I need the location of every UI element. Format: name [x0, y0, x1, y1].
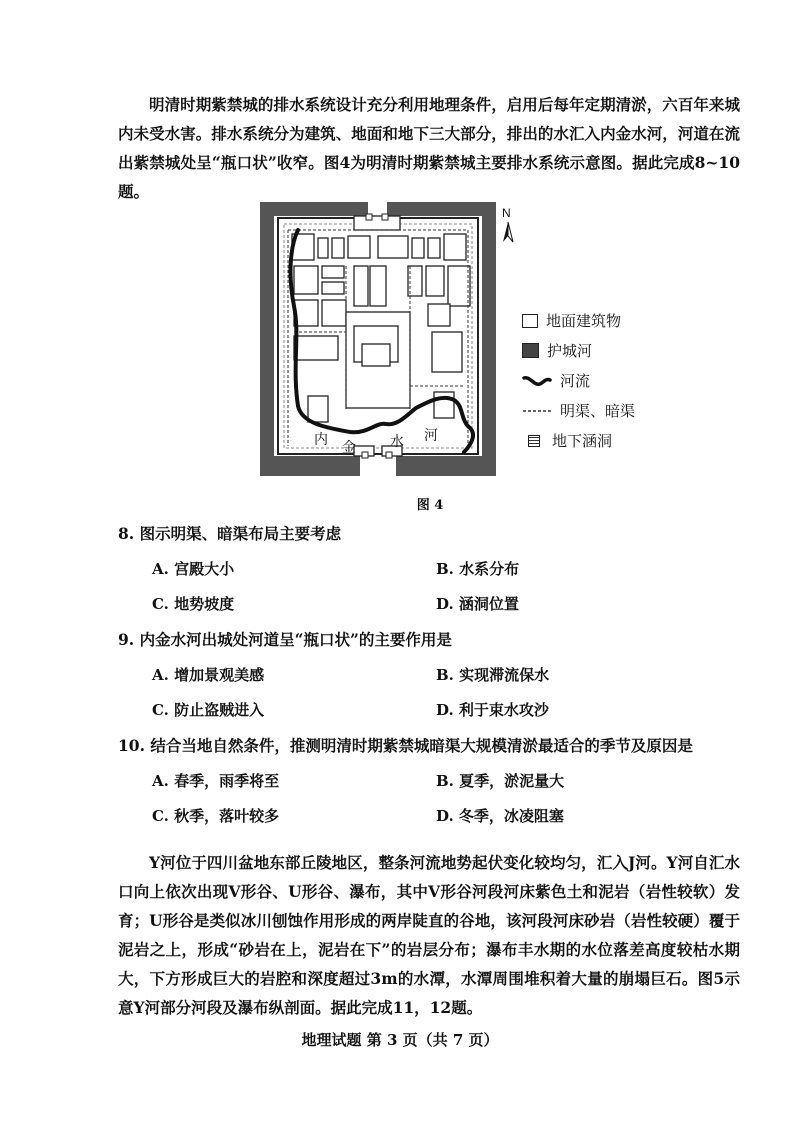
question-10: 10. 结合当地自然条件，推测明清时期紫禁城暗渠大规模清淤最适合的季节及原因是	[118, 736, 693, 755]
dark-box-icon	[522, 343, 539, 358]
legend-moat: 护城河	[522, 340, 592, 361]
river-label-char: 河	[424, 427, 438, 443]
option-8c: C. 地势坡度	[152, 595, 235, 613]
culvert-icon	[528, 435, 540, 447]
option-8a: A. 宫殿大小	[152, 560, 235, 578]
river-label-char: 内	[314, 431, 328, 447]
option-10a: A. 春季，雨季将至	[152, 772, 280, 790]
intro-paragraph: 明清时期紫禁城的排水系统设计充分利用地理条件，启用后每年定期清淤，六百年来城内未受水害。排水系统分为建筑、地面和地下三大部分，排出的水汇入内金水河，河道在流出紫禁城处呈“瓶口状”收窄。图4为明清时期紫禁城主要排水系统示意图。据此完成8~10题。	[118, 95, 740, 201]
second-paragraph: Y河位于四川盆地东部丘陵地区，整条河流地势起伏变化较均匀，汇入J河。Y河自汇水口向上依次出现V形谷、U形谷、瀑布，其中V形谷河段河床紫色土和泥岩（岩性较软）发育；U形谷是类似冰川刨蚀作用形成的两岸陡直的谷地，该河段河床砂岩（岩性较硬）覆于泥岩之上，形成“砂岩在上，泥岩在下”的岩层分布；瀑布丰水期的水位落差高度较枯水期大，下方形成巨大的岩腔和深度超过3m的水潭，水潭周围堆积着大量的崩塌巨石。图5示意Y河部分河段及瀑布纵剖面。据此完成11，12题。	[118, 853, 740, 1017]
option-10b: B. 夏季，淤泥量大	[436, 772, 565, 790]
option-9c: C. 防止盗贼进入	[152, 701, 265, 719]
legend-river: 河流	[522, 370, 590, 391]
option-9a: A. 增加景观美感	[152, 666, 265, 684]
moat-top-left	[260, 202, 368, 216]
question-9: 9. 内金水河出城处河道呈“瓶口状”的主要作用是	[118, 630, 452, 649]
legend-building: 地面建筑物	[522, 310, 621, 331]
figure-caption: 图 4	[416, 498, 444, 513]
page-footer: 地理试题 第 3 页（共 7 页）	[301, 1031, 499, 1049]
option-9b: B. 实现滞流保水	[436, 666, 550, 684]
river-wave-icon	[522, 374, 552, 388]
moat-top-right	[387, 202, 496, 216]
river-label-char: 水	[390, 433, 404, 449]
north-label: N	[502, 206, 511, 220]
option-9d: D. 利于束水攻沙	[436, 701, 549, 719]
white-box-icon	[522, 314, 538, 328]
question-8: 8. 图示明渠、暗渠布局主要考虑	[118, 524, 342, 543]
moat-left	[260, 202, 274, 476]
river-label-char: 金	[342, 439, 356, 455]
option-8b: B. 水系分布	[436, 560, 520, 578]
moat-bottom-right	[396, 456, 496, 476]
dashed-line-icon	[522, 406, 552, 416]
option-10c: C. 秋季，落叶较多	[152, 807, 280, 825]
moat-bottom-left	[260, 456, 360, 476]
legend-channel: 明渠、暗渠	[522, 400, 635, 421]
moat-right	[482, 202, 496, 476]
option-8d: D. 涵洞位置	[436, 595, 519, 613]
north-arrow	[503, 222, 513, 242]
legend-culvert: 地下涵洞	[522, 430, 612, 451]
option-10d: D. 冬季，冰凌阻塞	[436, 807, 564, 825]
